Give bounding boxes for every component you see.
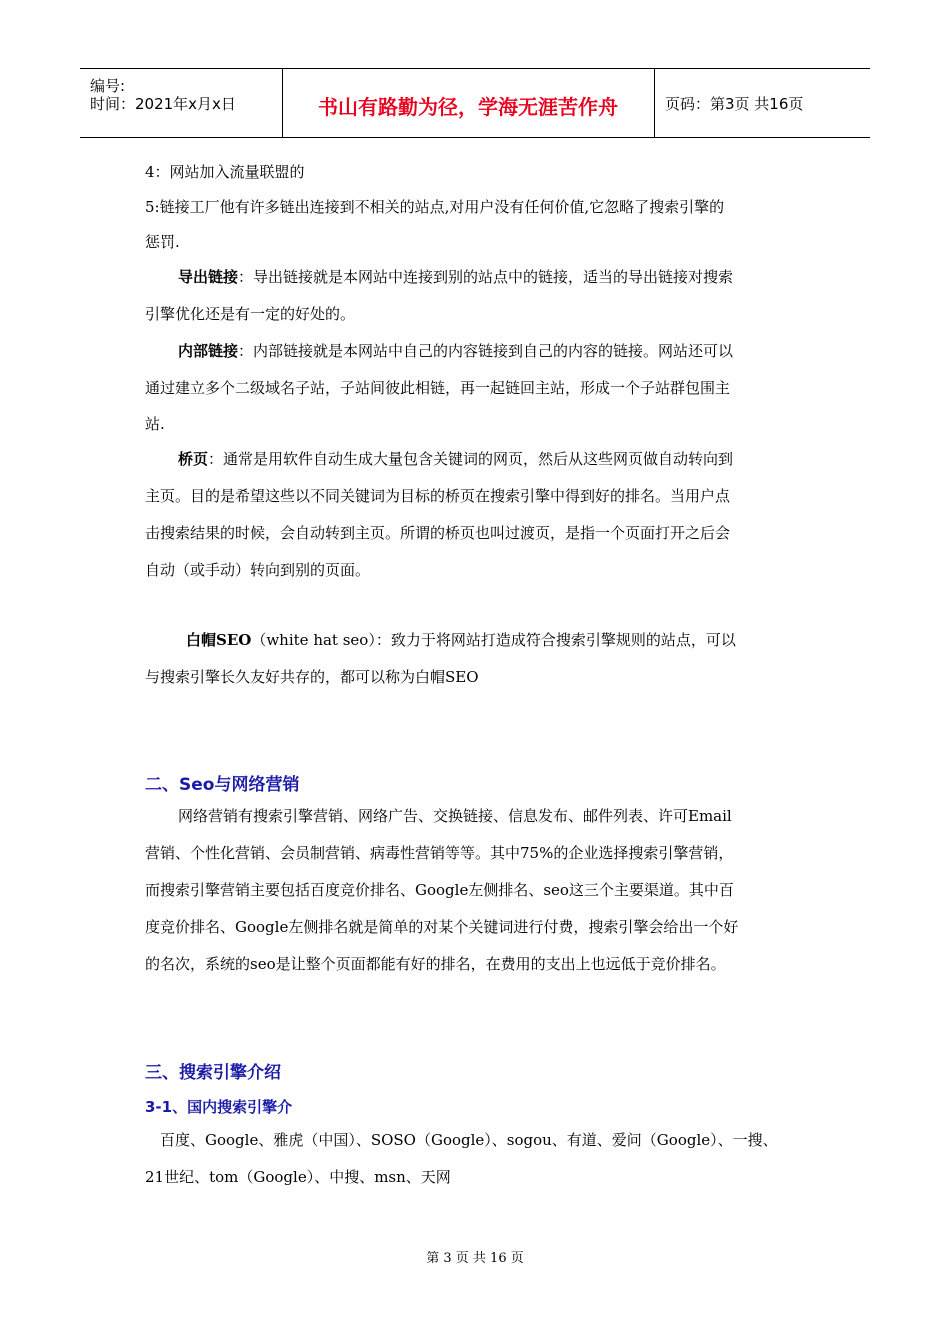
bridge-page-line-4: 自动（或手动）转向到别的页面。 [145, 561, 371, 579]
page-header [80, 68, 870, 138]
internal-links-line-3: 站. [145, 415, 165, 433]
section-2-line-4: 度竞价排名、Google左侧排名就是简单的对某个关键词进行付费，搜索引擎会给出一个好 [145, 918, 739, 936]
section-2-line-1: 网络营销有搜索引擎营销、网络广告、交换链接、信息发布、邮件列表、许可Email [178, 807, 732, 825]
header-middle-cell [282, 69, 655, 137]
section-3-1-subheading: 3-1、国内搜索引擎介 [145, 1098, 293, 1116]
internal-links-term: 内部链接 [178, 342, 239, 360]
section-3-heading: 三、搜索引擎介绍 [145, 1063, 281, 1083]
whitehat-seo-term: 白帽SEO [186, 631, 252, 649]
section-2-line-5: 的名次，系统的seo是让整个页面都能有好的排名，在费用的支出上也远低于竞价排名。 [145, 955, 726, 973]
whitehat-seo-text: （white hat seo）：致力于将网站打造成符合搜索引擎规则的站点，可以 [251, 631, 736, 649]
internal-links-line-1 [178, 341, 828, 361]
section-3-1-line-1: 百度、Google、雅虎（中国）、SOSO（Google）、sogou、有道、爱问（Google）、一搜、 [160, 1131, 778, 1149]
bridge-page-term: 桥页 [178, 450, 209, 468]
bridge-page-line-1 [178, 449, 828, 469]
header-left-cell [80, 69, 283, 137]
section-3-1-line-2: 21世纪、tom（Google）、中搜、msn、天网 [145, 1168, 451, 1186]
outbound-links-text: ：导出链接就是本网站中连接到别的站点中的链接，适当的导出链接对搜索 [238, 268, 734, 286]
section-2-line-2: 营销、个性化营销、会员制营销、病毒性营销等等。其中75%的企业选择搜索引擎营销， [145, 844, 734, 862]
header-page-info: 页码：第3页 共16页 [665, 95, 804, 113]
outbound-links-line-1 [178, 267, 828, 287]
section-2-line-3: 而搜索引擎营销主要包括百度竞价排名、Google左侧排名、seo这三个主要渠道。其中百 [145, 881, 734, 899]
paragraph-item-4: 4：网站加入流量联盟的 [145, 163, 305, 181]
paragraph-item-5-line-1: 5:链接工厂他有许多链出连接到不相关的站点,对用户没有任何价值,它忽略了搜索引擎的 [145, 198, 725, 216]
bridge-page-line-2: 主页。目的是希望这些以不同关键词为目标的桥页在搜索引擎中得到好的排名。当用户点 [145, 487, 731, 505]
time-label: 时间：2021年x月x日 [90, 95, 236, 113]
outbound-links-term: 导出链接 [178, 268, 239, 286]
number-label: 编号: [90, 77, 126, 95]
section-2-heading: 二、Seo与网络营销 [145, 775, 300, 795]
bridge-page-text: ：通常是用软件自动生成大量包含关键词的网页，然后从这些网页做自动转向到 [208, 450, 734, 468]
header-right-cell [655, 69, 870, 137]
internal-links-text: ：内部链接就是本网站中自己的内容链接到自己的内容的链接。网站还可以 [238, 342, 734, 360]
internal-links-line-2: 通过建立多个二级域名子站，子站间彼此相链，再一起链回主站，形成一个子站群包围主 [145, 379, 731, 397]
whitehat-seo-line-2: 与搜索引擎长久友好共存的，都可以称为白帽SEO [145, 668, 479, 686]
bridge-page-line-3: 击搜索结果的时候，会自动转到主页。所谓的桥页也叫过渡页，是指一个页面打开之后会 [145, 524, 731, 542]
outbound-links-line-2: 引擎优化还是有一定的好处的。 [145, 305, 356, 323]
page-footer: 第 3 页 共 16 页 [426, 1251, 524, 1266]
header-motto: 书山有路勤为径，学海无涯苦作舟 [318, 95, 618, 119]
whitehat-seo-line-1 [186, 630, 826, 650]
paragraph-item-5-line-2: 惩罚. [145, 233, 180, 251]
